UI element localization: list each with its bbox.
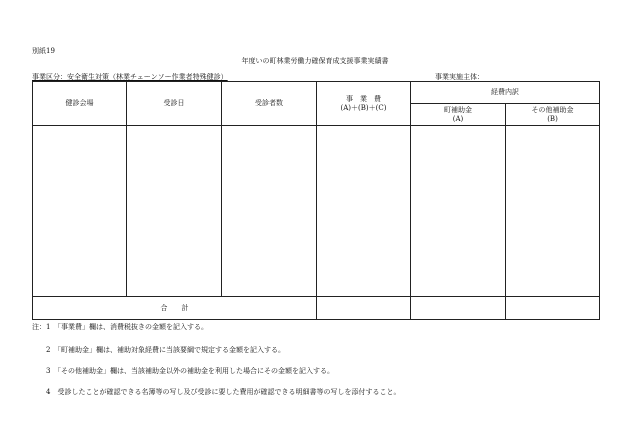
total-label: 合 計 xyxy=(33,297,317,320)
document-title: 年度いの町林業労働力確保育成支援事業実績書 xyxy=(241,57,389,65)
header-town-subsidy-label: 町補助金 xyxy=(444,105,472,114)
results-table xyxy=(32,81,600,320)
cell-cost[interactable] xyxy=(317,126,411,297)
header-venue: 健診会場 xyxy=(33,82,127,126)
cell-venue[interactable] xyxy=(33,126,127,297)
header-cost-formula: (A)＋(B)＋(C) xyxy=(340,103,387,112)
cell-date[interactable] xyxy=(127,126,222,297)
note-3: 3 「その他補助金」欄は、当該補助金以外の補助金を利用した場合にその金額を記入する。 xyxy=(46,367,334,375)
total-town-subsidy[interactable] xyxy=(411,297,506,320)
business-category: 事業区分：安全衛生対策（林業チェーンソー作業者特殊健診） xyxy=(32,73,228,81)
header-cost-title: 事 業 費 xyxy=(346,94,381,103)
note-4: 4 受診したことが確認できる名簿等の写し及び受診に要した費用が確認できる明細書等の写しを添付すること。 xyxy=(46,388,401,396)
header-other-subsidy xyxy=(506,104,600,126)
total-cost[interactable] xyxy=(317,297,411,320)
header-other-subsidy-code: (B) xyxy=(547,114,558,123)
implementing-entity-label: 事業実施主体： xyxy=(435,73,484,81)
header-people: 受診者数 xyxy=(222,82,317,126)
cell-other-subsidy[interactable] xyxy=(506,126,600,297)
header-cost xyxy=(317,82,411,126)
note-1: 注：1 「事業費」欄は、消費税抜きの金額を記入する。 xyxy=(32,323,208,331)
header-breakdown: 経費内訳 xyxy=(411,82,600,104)
note-2: 2 「町補助金」欄は、補助対象経費に当該要綱で規定する金額を記入する。 xyxy=(46,346,285,354)
cell-people[interactable] xyxy=(222,126,317,297)
header-town-subsidy xyxy=(411,104,506,126)
header-town-subsidy-code: (A) xyxy=(452,114,464,123)
form-number: 別紙19 xyxy=(32,47,55,55)
cell-town-subsidy[interactable] xyxy=(411,126,506,297)
total-other-subsidy[interactable] xyxy=(506,297,600,320)
total-row xyxy=(33,297,600,320)
header-date: 受診日 xyxy=(127,82,222,126)
table-body-row xyxy=(33,126,600,297)
header-other-subsidy-label: その他補助金 xyxy=(531,105,574,114)
